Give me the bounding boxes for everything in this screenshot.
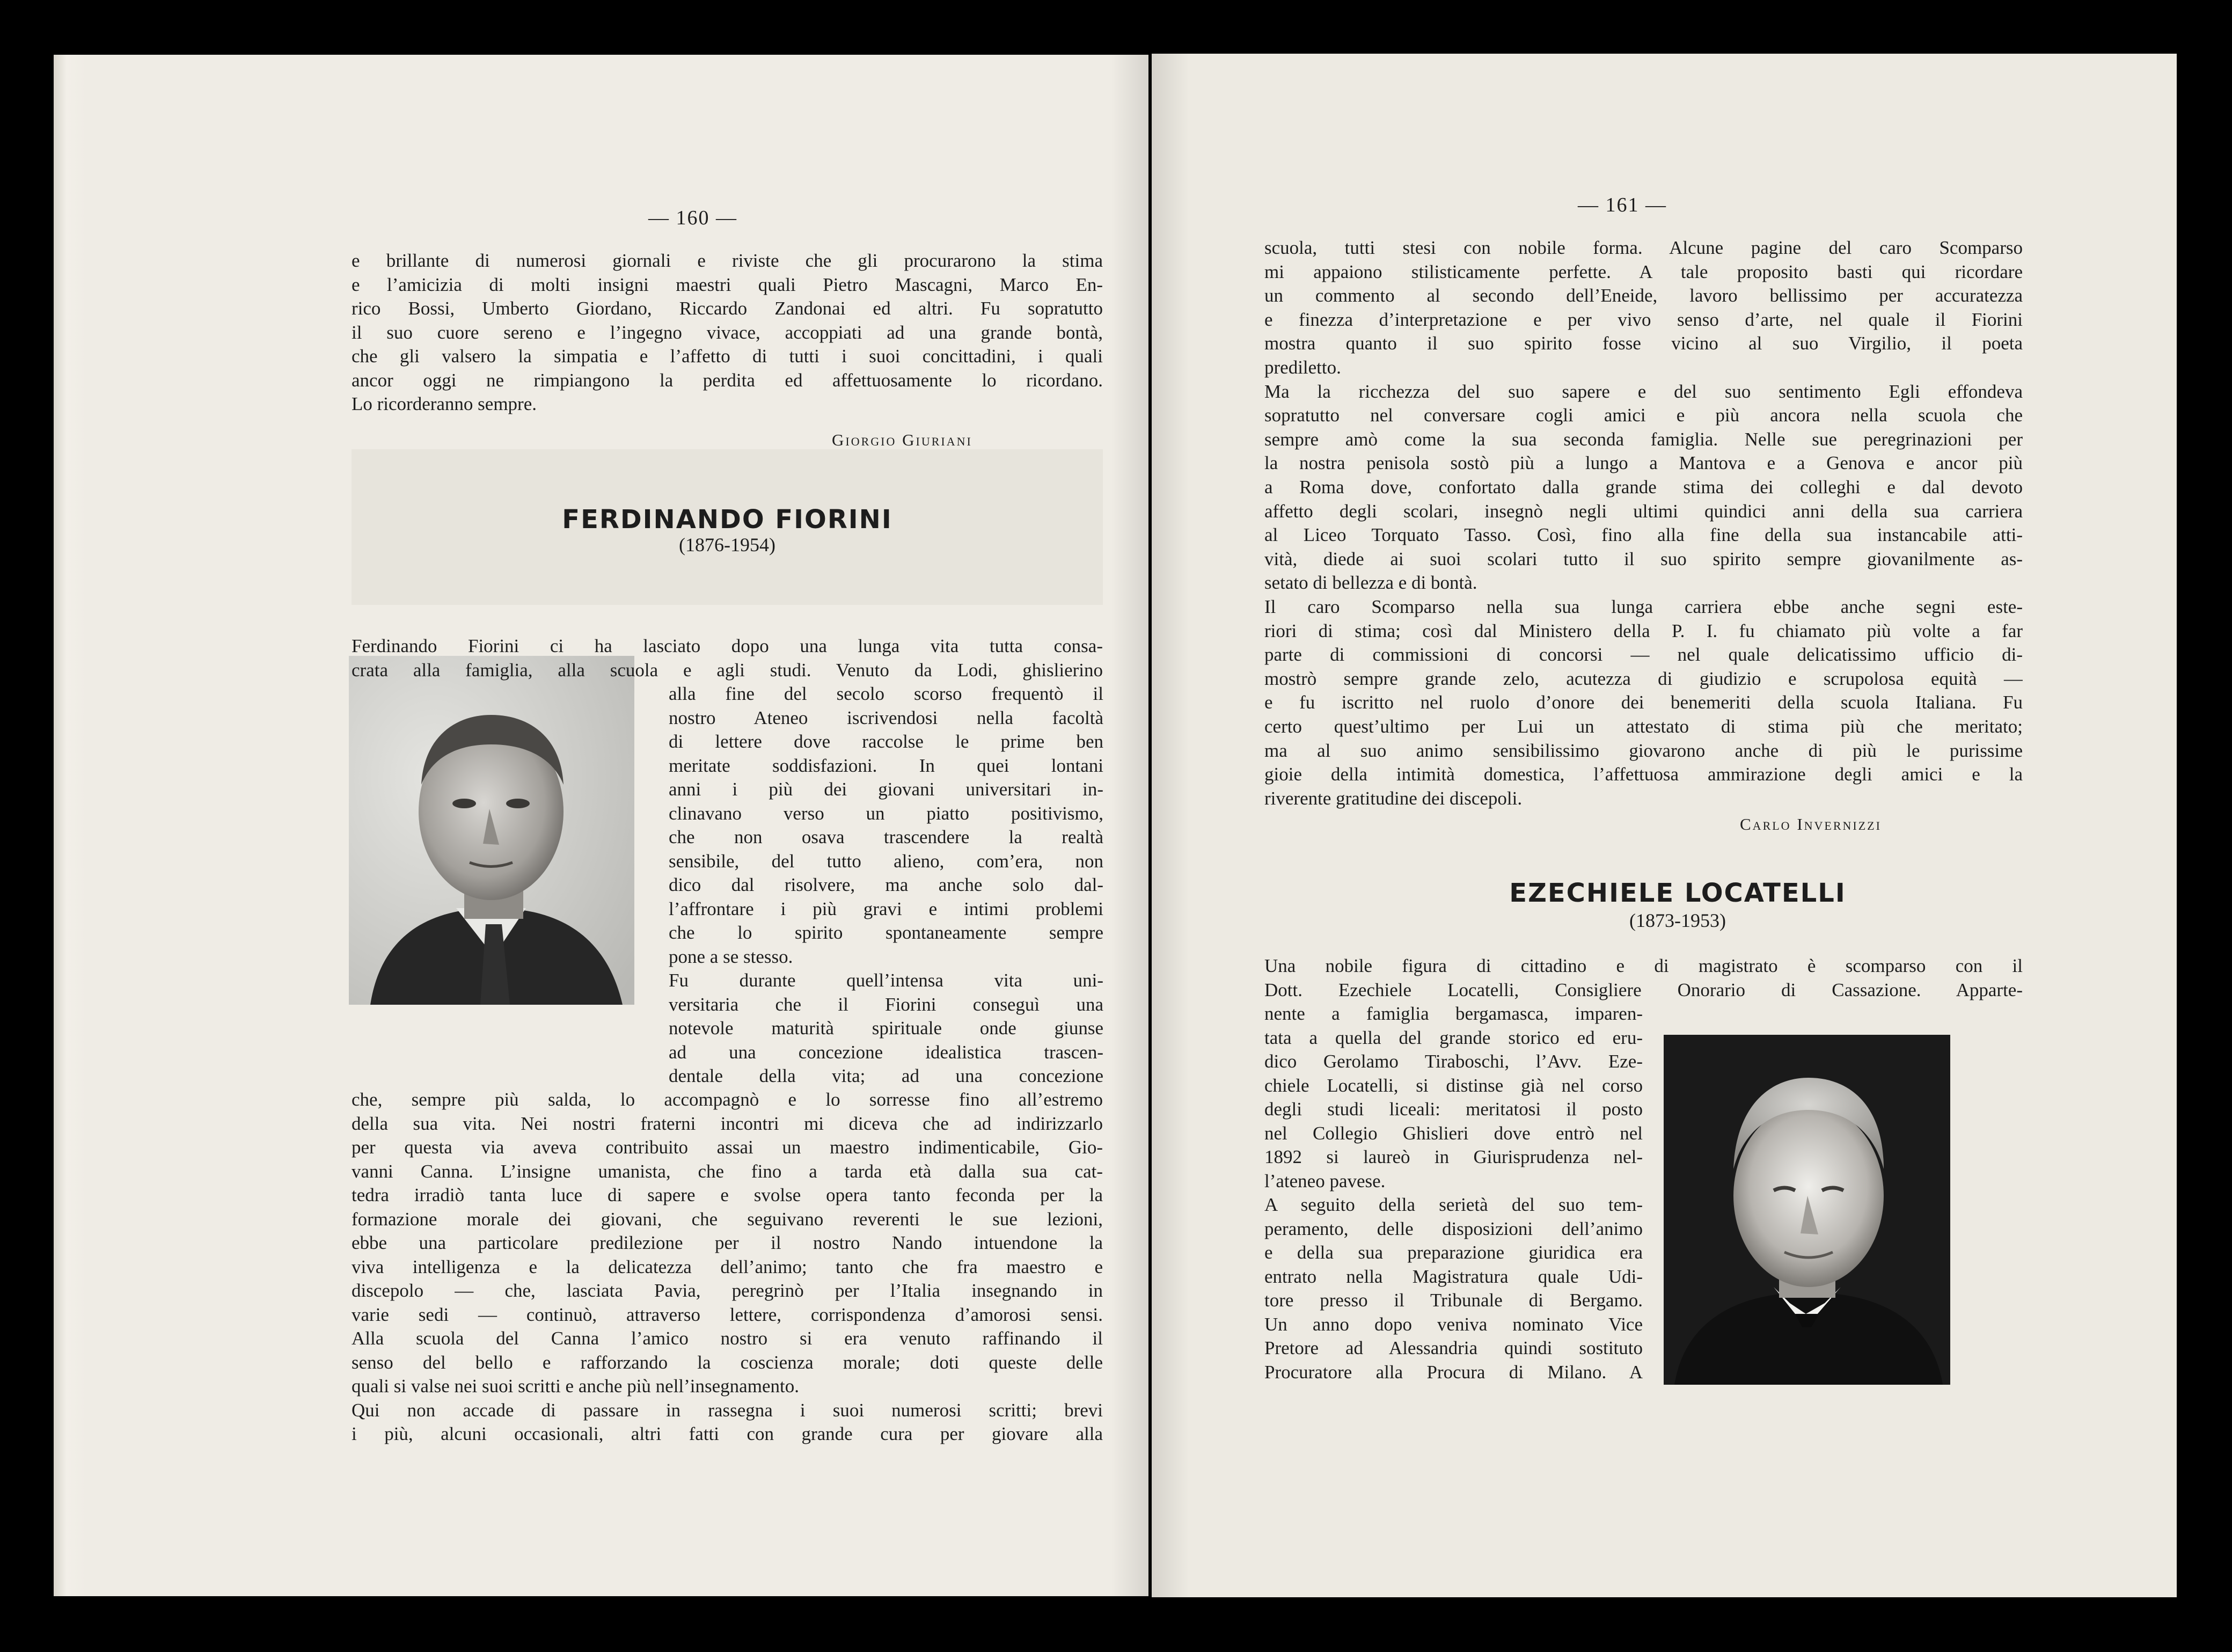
text-line: che non osava trascendere la realtà — [669, 827, 1103, 847]
text-line: e finezza d’interpretazione e per vivo senso d’arte, nel quale il Fiorini — [1264, 309, 2023, 330]
text-line: setato di bellezza e di bontà. — [1264, 572, 1477, 594]
obituary-dates: (1873-1953) — [1629, 910, 1726, 931]
text-line: degli studi liceali: meritatosi il posto — [1264, 1099, 1643, 1120]
portrait-photo-fiorini — [349, 656, 634, 1005]
text-line: nel Collegio Ghislieri dove entrò nel — [1264, 1122, 1643, 1144]
page-number: — 161 — — [1578, 194, 1667, 216]
obituary-dates: (1876-1954) — [679, 534, 775, 555]
text-line: dico dal risolvere, ma anche solo dal- — [669, 874, 1103, 895]
text-line: Qui non accade di passare in rassegna i suoi numerosi scritti; brevi — [352, 1399, 1103, 1421]
text-line: i più, alcuni occasionali, altri fatti con grande cura per giovare alla — [352, 1423, 1103, 1444]
text-line: nostro Ateneo iscrivendosi nella facoltà — [669, 707, 1103, 728]
text-line: mi appaiono stilisticamente perfette. A tale proposito basti qui ricordare — [1264, 261, 2023, 282]
signature: Carlo Invernizzi — [1740, 815, 1882, 834]
text-line: Dott. Ezechiele Locatelli, Consigliere Onorario di Cassazione. Apparte- — [1264, 979, 2023, 1000]
text-line: Alla scuola del Canna l’amico nostro si era venuto raffinando il — [352, 1328, 1103, 1349]
text-line: rico Bossi, Umberto Giordano, Riccardo Zandonai ed altri. Fu sopratutto — [352, 298, 1103, 319]
text-line: Un anno dopo veniva nominato Vice — [1264, 1313, 1643, 1335]
text-line: tedra irradiò tanta luce di sapere e svolse opera tanto feconda per la — [352, 1185, 1103, 1205]
text-line: Il caro Scomparso nella sua lunga carriera ebbe anche segni este- — [1264, 596, 2023, 617]
text-line: peramento, delle disposizioni dell’animo — [1264, 1218, 1643, 1239]
text-line: tore presso il Tribunale di Bergamo. — [1264, 1290, 1643, 1311]
text-line: senso del bello e rafforzando la coscienza morale; doti queste delle — [352, 1351, 1103, 1373]
text-line: Lo ricorderanno sempre. — [352, 393, 537, 414]
text-line: vanni Canna. L’insigne umanista, che fino a tarda età dalla sua cat- — [352, 1160, 1103, 1182]
text-line: riverente gratitudine dei discepoli. — [1264, 787, 1523, 809]
text-line: quali si valse nei suoi scritti e anche più nell’insegnamento. — [352, 1376, 799, 1397]
text-line: vità, diede ai suoi scolari tutto il suo spirito sempre giovanilmente as- — [1264, 548, 2023, 569]
text-line: meritate soddisfazioni. In quei lontani — [669, 755, 1103, 776]
text-line: sempre amò come la sua seconda famiglia. Nelle sue peregrinazioni per — [1264, 428, 2023, 450]
text-line: Fu durante quell’intensa vita uni- — [669, 970, 1103, 991]
text-line: ebbe una particolare predilezione per il nostro Nando intuendone la — [352, 1232, 1103, 1253]
text-line: anni i più dei giovani universitari in- — [669, 779, 1103, 800]
text-line: l’affrontare i più gravi e intimi problemi — [669, 898, 1103, 919]
text-line: mostrò sempre grande zelo, acutezza di giudizio e scrupolosa equità — — [1264, 668, 2023, 689]
text-line: gioie della intimità domestica, l’affettuosa ammirazione degli amici e la — [1264, 764, 2023, 785]
text-line: pone a se stesso. — [669, 946, 793, 967]
text-line: dico Gerolamo Tiraboschi, l’Avv. Eze- — [1264, 1051, 1643, 1072]
text-line: mostra quanto il suo spirito fosse vicino al suo Virgilio, il poeta — [1264, 333, 2023, 354]
portrait-illustration — [1664, 1035, 1950, 1385]
text-line: e brillante di numerosi giornali e riviste che gli procurarono la stima — [352, 250, 1103, 271]
left-page — [54, 55, 1148, 1596]
text-line: chiele Locatelli, si distinse già nel corso — [1264, 1074, 1643, 1096]
text-line: formazione morale dei giovani, che seguivano reverenti le sue lezioni, — [352, 1208, 1103, 1230]
text-line: a Roma dove, confortato dalla grande stima dei colleghi e dal devoto — [1264, 477, 2023, 498]
text-line: sopratutto nel conversare cogli amici e più ancora nella scuola che — [1264, 405, 2023, 426]
text-line: Una nobile figura di cittadino e di magistrato è scomparso con il — [1264, 955, 2023, 976]
text-line: e fu iscritto nel ruolo d’onore dei benemeriti della scuola Italiana. Fu — [1264, 692, 2023, 713]
obituary-heading: FERDINANDO FIORINI — [562, 505, 892, 535]
text-line: che gli valsero la simpatia e l’affetto di tutti i suoi concittadini, i quali — [352, 346, 1103, 367]
page-edge-shading — [54, 55, 86, 1596]
text-line: che lo spirito spontaneamente sempre — [669, 922, 1103, 943]
text-line: tata a quella del grande storico ed eru- — [1264, 1027, 1643, 1048]
text-line: viva intelligenza e la delicatezza dell’animo; tanto che fra maestro e — [352, 1256, 1103, 1277]
obituary-heading: EZECHIELE LOCATELLI — [1509, 878, 1846, 908]
text-line: 1892 si laureò in Giurisprudenza nel- — [1264, 1146, 1643, 1167]
text-line: ad una concezione idealistica trascen- — [669, 1041, 1103, 1063]
text-line: e della sua preparazione giuridica era — [1264, 1242, 1643, 1263]
text-line: per questa via aveva contribuito assai un maestro indimenticabile, Gio- — [352, 1137, 1103, 1158]
text-line: prediletto. — [1264, 357, 1341, 378]
text-line: che, sempre più salda, lo accompagnò e lo sorresse fino all’estremo — [352, 1089, 1103, 1110]
text-line: della sua vita. Nei nostri fraterni incontri mi diceva che ad indirizzarlo — [352, 1113, 1103, 1134]
text-line: ma al suo animo sensibilissimo giovarono anche di più le purissime — [1264, 740, 2023, 761]
text-line: discepolo — che, lasciata Pavia, peregrinò per l’Italia insegnando in — [352, 1280, 1103, 1301]
text-line: Ferdinando Fiorini ci ha lasciato dopo una lunga vita tutta consa- — [352, 635, 1103, 656]
text-line: parte di commissioni di concorsi — nel quale delicatissimo ufficio di- — [1264, 644, 2023, 666]
text-line: alla fine del secolo scorso frequentò il — [669, 683, 1103, 704]
text-line: notevole maturità spirituale onde giunse — [669, 1018, 1103, 1039]
text-line: versitaria che il Fiorini conseguì una — [669, 993, 1103, 1015]
portrait-illustration — [349, 656, 634, 1005]
text-line: ancor oggi ne rimpiangono la perdita ed affettuosamente lo ricordano. — [352, 369, 1103, 391]
text-line: al Liceo Torquato Tasso. Così, fino alla fine della sua instancabile atti- — [1264, 524, 2023, 546]
portrait-photo-locatelli — [1664, 1035, 1950, 1385]
gutter-shadow — [1111, 55, 1148, 1596]
text-line: certo quest’ultimo per Lui un attestato di stima più che meritato; — [1264, 716, 2023, 737]
text-line: Pretore ad Alessandria quindi sostituto — [1264, 1337, 1643, 1358]
text-line: crata alla famiglia, alla scuola e agli studi. Venuto da Lodi, ghislierino — [352, 659, 1103, 681]
text-line: entrato nella Magistratura quale Udi- — [1264, 1266, 1643, 1287]
text-line: dentale della vita; ad una concezione — [669, 1065, 1103, 1086]
text-line: il suo cuore sereno e l’ingegno vivace, accoppiati ad una grande bontà, — [352, 321, 1103, 343]
signature: Giorgio Giuriani — [832, 430, 972, 449]
right-page — [1152, 54, 2177, 1597]
text-line: A seguito della serietà del suo tem- — [1264, 1194, 1643, 1215]
text-line: clinavano verso un piatto positivismo, — [669, 802, 1103, 824]
text-line: sensibile, del tutto alieno, com’era, non — [669, 850, 1103, 872]
text-line: la nostra penisola sostò più a lungo a Mantova e a Genova e ancor più — [1264, 452, 2023, 474]
text-line: affetto degli scolari, insegnò negli ultimi quindici anni della sua carriera — [1264, 500, 2023, 522]
text-line: l’ateneo pavese. — [1264, 1170, 1386, 1192]
text-line: scuola, tutti stesi con nobile forma. Alcune pagine del caro Scomparso — [1264, 237, 2023, 258]
text-line: varie sedi — continuò, attraverso lettere, corrispondenza d’amorosi sensi. — [352, 1304, 1103, 1325]
page-number: — 160 — — [648, 207, 737, 229]
text-line: un commento al secondo dell’Eneide, lavoro bellissimo per accuratezza — [1264, 285, 2023, 306]
text-line: riori di stima; così dal Ministero della P. I. fu chiamato più volte a far — [1264, 620, 2023, 641]
text-line: Procuratore alla Procura di Milano. A — [1264, 1361, 1643, 1383]
gutter-shadow — [1152, 54, 1189, 1597]
text-line: nente a famiglia bergamasca, imparen- — [1264, 1003, 1643, 1024]
text-line: di lettere dove raccolse le prime ben — [669, 731, 1103, 752]
text-line: e l’amicizia di molti insigni maestri quali Pietro Mascagni, Marco En- — [352, 274, 1103, 295]
text-line: Ma la ricchezza del suo sapere e del suo sentimento Egli effondeva — [1264, 381, 2023, 402]
